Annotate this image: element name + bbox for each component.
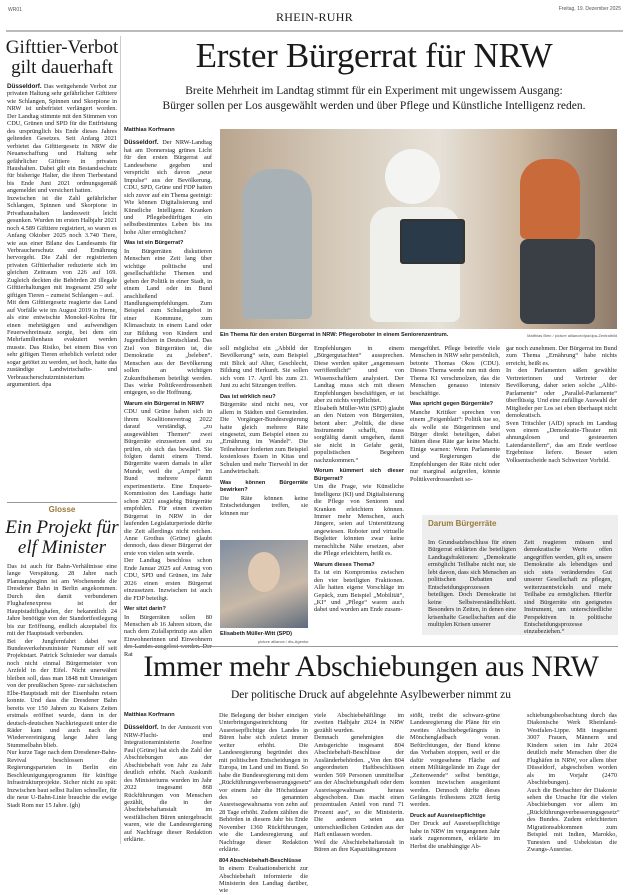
paragraph-text: Der Landtag beschloss schon Ende Januar 2025 auf Antrag von CDU, SPD und Grünen, im Jahr 2026 einen ersten Bürgerrat einzusetzen. Inzwischen ist auch die FDP beteiligt. — [124, 557, 212, 602]
subheading — [124, 401, 212, 408]
paragraph-text: In einem Evaluationsbericht zur Abschiebehaft informierte die Ministerin den Landtag darüber, wie — [219, 865, 308, 895]
subheading — [410, 401, 500, 408]
abschiebung-col-3 — [314, 712, 404, 854]
paragraph — [527, 786, 620, 854]
paragraph-text: Mit dem Gifttiergesetz reagierte das Land auf Vorfälle wie im August 2019 in Herne, als eine entwischte Monokel-Kobra für einen mehrtägigen und aufwendigen Feuerwehreinsatz sorgte, bei dem ein Mehrfamilienhaus evakuiert werden musste. Das Risiko, bei einem Biss von sehr giftigen Tieren erheblich verletzt oder sogar getötet zu werden, sei hoch, hatte das zuständige Landwirtschafts- und Verbraucherschutzministerium argumentiert. dpa — [7, 299, 117, 389]
glosse-headline: Ein Projekt für elf Minister — [5, 517, 119, 558]
robot-head — [385, 149, 440, 204]
seated-woman-figure — [520, 159, 580, 239]
buergerrat-col-3 — [314, 345, 404, 614]
subheading — [124, 240, 212, 247]
edition-code: WR01 — [8, 7, 22, 13]
paragraph-text: Was spricht gegen Bürgerräte? — [410, 401, 494, 408]
paragraph — [410, 345, 500, 397]
paragraph-text: Weil die Abschiebehaftanstalt in Büren an ihre Kapazitätsgrenzen — [314, 838, 404, 854]
paragraph-text: schiebungsbeobachtung durch das Diakonische Werk Rheinland-Westfalen-Lippe. Mit insgesamt 3007 Frauen, Männern und Kindern seien im Jahr 2024 deutlich mehr Menschen über die Flughäfen in NRW, vor allem über Düsseldorf, abgeschoben worden als im Vorjahr (2470 Abschiebungen). — [527, 712, 617, 787]
paragraph — [506, 367, 617, 419]
glosse-label: Glosse — [48, 505, 76, 514]
buergerrat-col-1 — [124, 127, 212, 658]
paragraph-text: In den Parlamenten säßen gewählte Vertreterinnen und Vertreter der Bevölkerung, daher seien solche „Alibi-Parlamente“ oder „Parallel-Parlamente“ überflüssig. Und eine zufällige Auswahl der Mitglieder per Los sei eben überhaupt nicht demokratisch. — [506, 367, 617, 420]
paragraph-text: Wer sitzt darin? — [124, 606, 166, 613]
portrait-photo — [220, 540, 308, 628]
subheading — [314, 468, 404, 483]
paragraph-text: Zeit reagieren müssen und demokratische Werte offen angegriffen werden, gilt es, unsere Demokratie als lebendiges und sich stets veränderndes Gut unserer Gesellschaft zu pflegen, weiterzuentwickeln und mehr Teilhabe zu ermöglichen. Hierfür sind Bürgerräte ein geeignetes Instrument, um unterschiedliche Perspektiven in politische Entscheidungsprozesse einzubeziehen.“ — [524, 539, 612, 636]
dateline: Düsseldorf. — [7, 83, 42, 90]
abschiebung-headline: Immer mehr Abschiebungen aus NRW — [143, 650, 599, 683]
robot-photo — [220, 129, 617, 329]
subheading — [314, 562, 404, 569]
paragraph-text: In Bürgerräten diskutieren Menschen eine Zeit lang über wichtige politische und gesellschaftliche Themen und geben der Politik in einer Stadt, in einem Land oder im Bund anschließend Handlungsempfehlungen. Zum Beispiel zum Schulangebot in einer Kommune, zum Klimaschutz in einem Land oder zur Bildung von Kindern und Jugendlichen in Deutschland. Das Ziel von Bürgerräten ist, die Demokratie zu „beleben“. Menschen aus der Bevölkerung sollen an wichtigen Zukunftsthemen beteiligt werden. Das wirke Politikverdrossenheit entgegen, so die Hoffnung. — [124, 247, 212, 397]
paragraph — [314, 483, 404, 558]
subheading — [220, 480, 308, 495]
paragraph — [7, 195, 117, 299]
paragraph-text: Empfehlungen in einem „Bürgergutachten“ aussprechen. Diese werden später „angemessen veröffentlicht“ und von Wissenschaftlern analysiert. Der Landtag muss sich mit diesen Empfehlungen beschäftigen, er ist aber zu nichts verpflichtet. — [314, 345, 404, 405]
paragraph — [219, 865, 308, 895]
paragraph-text: viele Abschiebehäftlinge im zweiten Halbjahr 2024 in NRW gezählt wurden. — [314, 712, 404, 734]
abschiebung-subline: Der politische Druck auf abgelehnte Asylbewerber nimmt zu — [230, 689, 512, 701]
paragraph-text: 804 Abschiebehaft-Beschlüsse — [219, 857, 302, 864]
paragraph-text: In Bürgerräten sollen 80 Menschen ab 16 Jahren sitzen, die nach dem Zufallsprinzip aus allen Einwohnerinnen und Einwohnern Rat — [124, 613, 212, 658]
paragraph-text: CDU und Grüne haben sich in ihrem Koalitionsvertrag 2022 darauf verständigt, „zu ausgewählten Themen“ zwei Bürgerräte einzusetzen und zu prüfen, ob sich das bewährt. Sie folgten damit einem Trend. Bürgerräte waren damals in aller Munde, weil die „Ampel“ im Bund mehrere damit experimentierte. Eine Enquete-Kommission des Landtags hatte schon 2021 ausgiebig Bürgerräte empfohlen. Für einen zweiten Bürgerrat in NRW in der laufenden Legislaturperiode dürfte die Zeit allerdings nicht reichen. Anne Grothus (Grüne) glaubt dennoch, dass dieser Bürgerrat der erste von vielen sein werde. — [124, 408, 212, 557]
paragraph — [7, 83, 117, 195]
paragraph — [7, 638, 117, 750]
divider — [124, 646, 618, 647]
paragraph — [527, 712, 617, 787]
paragraph-text: Elisabeth Müller-Witt (SPD) glaubt an den Nutzen von Bürgerräten, betont aber: „Politik, die diese Instrumente schafft, muss sorgfältig damit umgehen, damit sie nicht in Gefahr gerät, populistischen Begehren nachzukommen.“ — [314, 404, 404, 464]
paragraph-text: Was ist ein Bürgerrat? — [124, 240, 184, 247]
paragraph-text: stößt, treibt die schwarz-grüne Landesregierung die Pläne für ein zweites Abschiebegefängnis in Mönchengladbach voran. Befürchtungen, der Bund könne das Vorhaben stoppen, weil er die dafür vorgesehene Fläche auf einem Militärgelände im Zuge der „Zeitenwende“ selbst benötige, konnten inzwischen ausgeräumt werden. Dennoch dürfte dieses Gefängnis frühestens 2028 fertig werden. — [410, 712, 500, 809]
paragraph-text: Die Räte können keine Entscheidungen treffen, sie können nur — [220, 494, 308, 517]
paragraph — [428, 539, 516, 628]
paragraph-text: Sven Tritschler (AfD) sprach im Landtag von einem „Demokratie-Theater mit ahnungslosen und gesteuerten Laiendarstellern“, das am Ende wertlose Ergebnisse liefere. Besser seien Volksentscheide nach Schweizer Vorbild. — [506, 419, 617, 464]
paragraph — [410, 820, 500, 850]
info-box-left — [428, 539, 516, 628]
department-title: RHEIN-RUHR — [276, 10, 353, 24]
paragraph-text: gar noch zunehmen. Der Bürgerrat im Bund zum Thema „Ernährung“ habe nichts erreicht, heißt es. — [506, 345, 617, 367]
subheading — [124, 606, 212, 613]
buergerrat-col-4 — [410, 345, 500, 483]
paragraph — [314, 569, 404, 614]
paragraph — [506, 345, 617, 367]
paragraph-text: Das ist auch für Bahn-Verhältnisse eine lange Verspätung. 28 Jahre nach Planungsbeginn ist am Wochenende die Dresdener Bahn in Berlin angekommen. Durch den damit verbundenen Flughafenexpress ist der Hauptstadtflughafen, der bekanntlich 24 Jahre benötigte von der Standortfestlegung bis zur Eröffnung, endlich akzeptabel fix mit der Hauptstadt verbunden. — [7, 563, 117, 638]
subheading — [410, 813, 500, 820]
glosse-body — [7, 563, 117, 809]
paragraph-text: In der Amtszeit von NRW-Flucht- und Integrationsministerin Josefine Paul (Grüne) hat sich die Zahl der Abschiebungen aus der Abschiebehaft von Jahr zu Jahr deutlich erhöht. Nach Auskunft des Ministeriums wurden im Jahr 2022 insgesamt 868 Rückführungen von Menschen gezählt, die in der Abschiebehaftanstalt im westfälischen Büren untergebracht waren, wie die Landesregierung auf Nachfrage dieser Redaktion erklärte. — [124, 724, 212, 844]
paragraph — [7, 749, 117, 809]
buergerrat-subline-2: Bürger sollen per Los ausgewählt werden und über Pflege und Künstliche Intelligenz reden. — [162, 100, 586, 112]
paragraph-text: Was können Bürgerräte bewirken? — [220, 479, 308, 494]
paragraph — [410, 409, 500, 484]
abschiebung-col-4 — [410, 712, 500, 850]
gifttier-headline: Gifttier-Verbot gilt dauerhaft — [5, 37, 119, 78]
paragraph-text: Auch die Beobachter der Diakonie sehen die Ursache für die vielen Abschiebungen vor allem im „Rückführungsverbesserungsgesetz“ des Bundes. Zudem erleichterten Migrationsabkommen zum Beispiel mit Indien, Marokko, Tunesien und Usbekistan die Zwangs-Ausreise. — [527, 786, 620, 854]
paragraph-text: soll möglichst ein „Abbild der Bevölkerung“ sein, zum Beispiel mit Blick auf Alter, Geschlecht, Bildung und Herkunft. Sie sollen sich vom 17. April bis zum 23. Juni zu acht Sitzungen treffen. — [220, 345, 308, 390]
paragraph-text: Die Belegung der bisher einzigen Unterbringungseinrichtung für Ausreisepflichtige des Landes in Büren habe sich zuletzt immer weiter erhöht. Die Landesregierung begründet dies mit politischen Entscheidungen in Europa, im Land und im Bund. So habe die Bundesregierung mit dem „Rückführungsverbesserungsgesetz“ vor einem Jahr die Höchstdauer des so genannten Ausreisegewahrsams von zehn auf 28 Tage erhöht. Zudem zählten die Behörden in diesem Jahr bis Ende November 1360 Rückführungen, wie die Landesregierung auf Nachfrage dieser Redaktion erklärte. — [219, 712, 312, 854]
paragraph-text: Warum dieses Thema? — [314, 561, 375, 568]
paragraph-text: Manche Kritiker sprechen von einem „Feigenblatt“: Politik tue so, als wolle sie Bürgerinnen und Bürger direkt beteiligen, dabei hätten diese Räte gar keine Macht. Einige warnen: Wenn Parlamente und Regierungen die Empfehlungen der Räte nicht oder nur marginal aufgreifen, könnte Politikverdrossenheit so- — [410, 408, 500, 483]
paragraph — [220, 495, 308, 517]
paragraph-text: mengeführt. Pflege betreffe viele Menschen in NRW sehr persönlich, betonte Thomas Okos (CDU). Dieses Thema werde nun mit dem Thema KI verschmolzen, das die Menschen genauso intensiv beschäftige. — [410, 345, 500, 397]
subheading — [219, 858, 308, 865]
paragraph — [506, 420, 617, 465]
paragraph — [7, 299, 117, 388]
info-box-right — [524, 539, 612, 636]
paragraph-text: Das weitgehende Verbot zur privaten Haltung sehr gefährlicher Gifttiere wie Schlangen, Spinnen und Skorpione in NRW ist unbefristet verlängert worden. Der Landtag stimmte mit den Stimmen von CDU, Grünen und SPD für die Entfristung des ursprünglich bis Ende dieses Jahres geltenden Gesetzes. Seit Anfang 2021 verbietet das Gifttiergesetz in NRW die Neuanschaffung und Haltung sehr gefährlicher Gifttiere in privaten Haushalten. Dabei gilt ein Bestandsschutz für bisherige Halter, die ihren Tierbestand bis Ende Juni 2021 ordnungsgemäß angemeldet und versichert hatten. — [7, 83, 117, 195]
paragraph-text: Demnach genehmigten die Amtsgerichte insgesamt 804 Abschiebehaft-Beschlüsse der Ausländerbehörden. „Von den 804 angeordneten Haftbeschlüssen wurden 569 Personen unmittelbar aus der Abschiebungshaft oder dem Ausreisegewahrsam heraus abgeschoben. Das macht einen prozentualen Anteil von rund 71 Prozent aus“, so die Ministerin. Die anderen seien aus unterschiedlichen Gründen aus der Haft entlassen worden. — [314, 734, 404, 839]
elderly-person-figure — [242, 169, 312, 319]
issue-date: Freitag, 19. Dezember 2025 — [558, 6, 621, 12]
buergerrat-col-2 — [220, 345, 308, 517]
abschiebung-col-1 — [124, 712, 212, 844]
photo-caption: Ein Thema für den ersten Bürgerrat in NRW: Pflegeroboter in einem Seniorenzentrum. — [220, 332, 449, 338]
paragraph — [124, 139, 212, 236]
paragraph-text: Inzwischen ist die Zahl gefährlicher Schlangen, Spinnen und Skorpione in Privathaushalten landesweit leicht gesunken. Wurden im ersten Halbjahr 2021 noch 4.589 Gifttiere registriert, so waren es Anfang Oktober 2025 noch 3.740 Tiere, wie aus einer Bilanz des Landesamts für Verbraucherschutz und Ernährung hervorgeht. Die Zahl der registrierten privaten Gifttierhalter reduzierte sich im gleichen Zeitraum von 226 auf 169. Zugleich deckten die Behörden 20 illegale Gifttierhaltungen mit insgesamt 250 sehr giftigen Tieren – zumeist Schlangen – auf. — [7, 194, 117, 299]
paragraph — [314, 345, 404, 405]
paragraph — [314, 405, 404, 465]
paragraph — [124, 248, 212, 397]
wheelchair — [520, 239, 595, 324]
dateline: Düsseldorf. — [124, 724, 159, 732]
portrait-caption: Elisabeth Müller-Witt (SPD) — [220, 631, 293, 637]
paragraph — [410, 712, 500, 809]
paragraph-text: Um die Frage, wie Künstliche Intelligenz (KI) und Digitalisierung die Pflege von Senioren und Kranken erleichtern können. Immer mehr Menschen, auch Jüngere, seien auf Unterstützung angewiesen. Roboter und virtuelle Begleiter könnten zwar keine menschliche Nähe ersetzen, aber die Pflege erleichtern, heißt es. — [314, 483, 404, 558]
paragraph-text: Warum ein Bürgerrat in NRW? — [124, 400, 205, 407]
paragraph-text: Der Druck auf Ausreisepflichtige habe in NRW im vergangenen Jahr stark zugenommen, erklärte im Herbst die unabhängige Ab- — [410, 820, 500, 850]
portrait-face — [248, 552, 280, 592]
robot-tablet — [400, 219, 465, 264]
paragraph — [219, 712, 312, 854]
divider — [7, 502, 117, 503]
paragraph-text: Der NRW-Landtag hat am Donnerstag grünes Licht für den ersten Bürgerrat auf Landesebene gegeben und verspricht sich davon „neue Impulse“ aus der Bevölkerung. CDU, SPD, Grüne und FDP hatten sich zuvor auf ein Thema geeinigt: Wie können Digitalisierung und Künstliche Intelligenz Kranken und Pflegebedürftigen ein selbstbestimmtes Leben bis ins hohe Alter ermöglichen? — [124, 139, 212, 236]
paragraph-text: Im Grundsatzbeschluss für einen Bürgerrat erklärten die beteiligten Landtagsfraktionen: „Demokratie ermöglicht Teilhabe nicht nur, sie lebt davon, dass sich Menschen an politischen Debatten und Entscheidungsprozessen beteiligen. Doch Demokratie ist keine Selbstverständlichkeit. Besonders in Zeiten, in denen eine krisenhafte Gesellschaften auf die multiplen Krisen unserer — [428, 539, 516, 628]
dateline: Düsseldorf. — [124, 139, 159, 147]
info-box-title: Darum Bürgerräte — [428, 519, 497, 528]
column-divider — [120, 36, 121, 844]
buergerrat-headline: Erster Bürgerrat für NRW — [195, 36, 553, 75]
abschiebung-col-2 — [219, 712, 312, 895]
photo-credit: Matthias Bein / picture alliance/dpa/dpa-Zentralbild — [527, 333, 617, 338]
paragraph — [124, 408, 212, 557]
paragraph — [7, 563, 117, 638]
paragraph-text: Bürgerräte sind nicht neu, vor allem in Städten und Gemeinden. Die Vorgänger-Bundesregierung hatte gleich mehrere Räte eingesetzt, zum Beispiel einen zu „Ernährung im Wandel“. Die Teilnehmer forderten zum Beispiel kostenloses Essen in Kitas und Schulen und mehr Tierwohl in der Landwirtschaft. — [220, 401, 308, 476]
paragraph — [314, 734, 404, 838]
paragraph — [524, 539, 612, 636]
abschiebung-col-5 — [527, 712, 620, 854]
paragraph-text: Worum kümmert sich dieser Bürgerrat? — [314, 468, 404, 482]
paragraph-text: Das ist wirklich neu? — [220, 393, 276, 400]
subheading — [220, 394, 308, 401]
buergerrat-subline-1: Breite Mehrheit im Landtag stimmt für ein Experiment mit ungewissem Ausgang: — [185, 85, 563, 97]
paragraph-text: Bei der Jungfernfahrt dabei war Bundesverkehrsminister Nummer elf seit Projektstart. Patrick Schnieder war damals noch nicht einmal Bürgermeister von Arzfeld in der Eifel. Nicht unerwähnt bleiben soll, dass man 1848 mit Umsteigen von der preußischen Spree- zur sächsischen Elbe-Hauptstadt mit der Eisenbahn reisen konnte. Und dass die Dresdener Bahn bereits vor 150 Jahren zu Kaisers Zeiten erstmals eröffnet wurde, dann in der deutsch-deutschen Nachkriegszeit unter die Räder kam und auch nach der Wiedervereinigung lange Jahre lang Stummelbahn blieb. — [7, 637, 117, 749]
paragraph — [220, 401, 308, 476]
header-rule — [6, 30, 623, 32]
paragraph-text: Nur kurze Tage nach dem Dresdener-Bahn-Revival beschlossen die Regierungsparteien in Berlin ein Beschleunigungsprogramm für künftige Infrastrukturprojekte. Sicher nicht zu spät: Inzwischen baut selbst Italien schneller, für die neue U-Bahn-Linie brauchte die ewige Stadt Rom nur 15 Jahre. (gh) — [7, 749, 117, 809]
buergerrat-col-5 — [506, 345, 617, 464]
info-box — [422, 515, 618, 635]
paragraph — [314, 712, 404, 734]
portrait-credit: picture alliance / dts-Agentur — [258, 639, 309, 644]
paragraph — [220, 345, 308, 390]
paragraph — [124, 724, 212, 843]
paragraph-text: Es ist ein Kompromiss zwischen den vier beteiligten Fraktionen. Alle hatten eigene Vorschläge im Gepäck, zum Beispiel „Mobilität“, „KI“ und „Pflege“ waren auch dabei und wurden am Ende zusam- — [314, 569, 404, 614]
paragraph — [124, 557, 212, 602]
author: Matthias Korfmann — [124, 712, 175, 718]
gifttier-body — [7, 83, 117, 389]
paragraph-text: Druck auf Ausreisepflichtige — [410, 812, 486, 819]
author: Matthias Korfmann — [124, 127, 175, 133]
paragraph — [314, 839, 404, 854]
